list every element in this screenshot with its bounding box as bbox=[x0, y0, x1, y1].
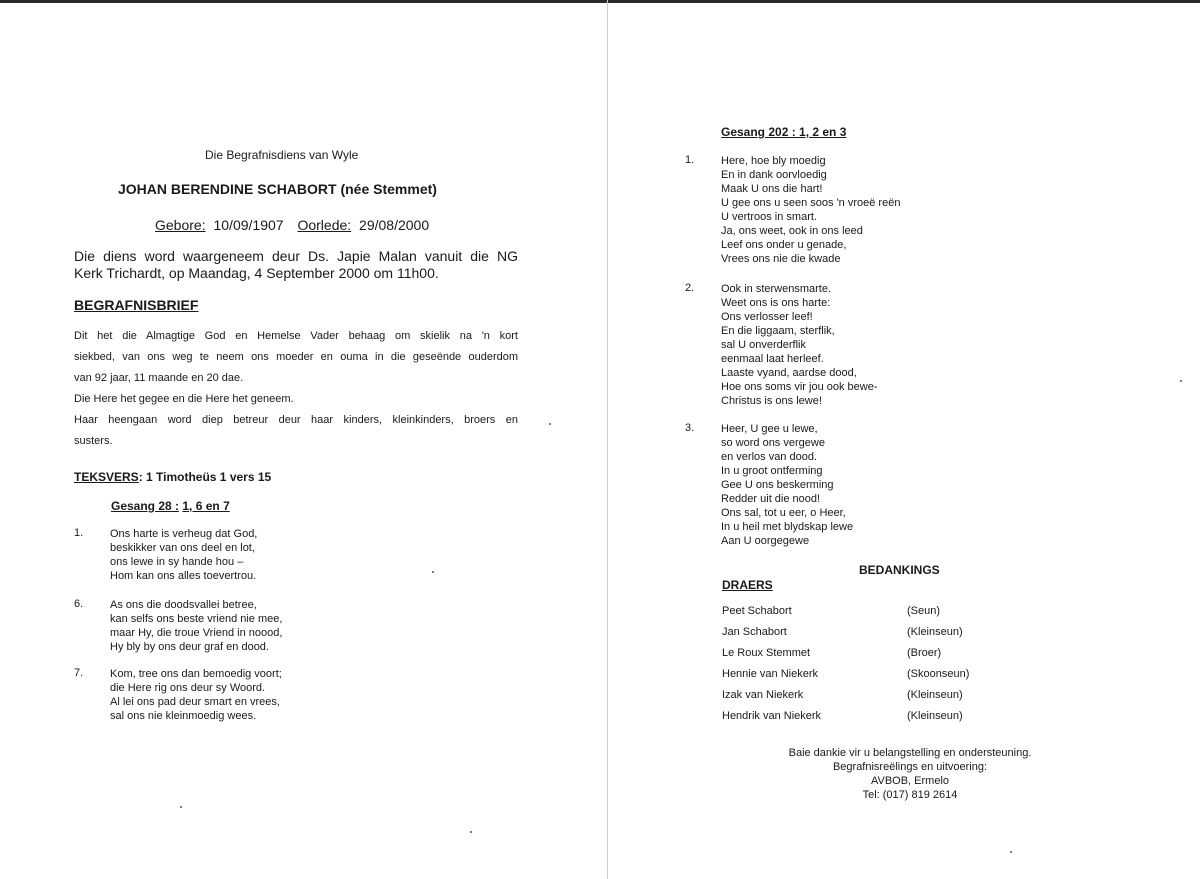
letter-heading: BEGRAFNISBRIEF bbox=[74, 297, 199, 313]
bearer-row bbox=[722, 710, 1022, 731]
bearer-name: Izak van Niekerk bbox=[722, 689, 804, 701]
verse-number: 1. bbox=[74, 527, 84, 539]
verse-line: sal ons nie kleinmoedig wees. bbox=[110, 710, 257, 722]
letter-line: Dit het die Almagtige God en Hemelse Vader behaag om skielik na 'n kort bbox=[74, 330, 518, 342]
bearer-relation: (Skoonseun) bbox=[907, 668, 970, 680]
verse-line: Christus is ons lewe! bbox=[721, 395, 822, 407]
bearer-relation: (Seun) bbox=[907, 605, 941, 617]
letter-line: susters. bbox=[74, 435, 113, 447]
text-verse bbox=[74, 470, 271, 484]
bearer-relation: (Broer) bbox=[907, 647, 942, 659]
bearer-relation: (Kleinseun) bbox=[907, 689, 963, 701]
text-verse-label: TEKSVERS bbox=[74, 470, 139, 484]
verse-line: ons lewe in sy hande hou – bbox=[110, 556, 244, 568]
verse-line: Weet ons is ons harte: bbox=[721, 297, 831, 309]
verse-line: As ons die doodsvallei betree, bbox=[110, 599, 257, 611]
service-line: Die diens word waargeneem deur Ds. Japie Malan vanuit die NG bbox=[74, 248, 518, 264]
service-details bbox=[74, 248, 518, 282]
letter-line: Die Here het gegee en die Here het geneem. bbox=[74, 393, 294, 405]
verse-line: Hy bly by ons deur graf en dood. bbox=[110, 641, 269, 653]
verse-line: sal U onverderflik bbox=[721, 339, 806, 351]
bearer-name: Hendrik van Niekerk bbox=[722, 710, 822, 722]
verse-line: Ons harte is verheug dat God, bbox=[110, 528, 258, 540]
verse-line: En in dank oorvloedig bbox=[721, 169, 827, 181]
hymn-heading bbox=[111, 499, 230, 513]
verse-line: Leef ons onder u genade, bbox=[721, 239, 847, 251]
verse-line: beskikker van ons deel en lot, bbox=[110, 542, 255, 554]
verse-number: 2. bbox=[685, 282, 695, 294]
letter-line: van 92 jaar, 11 maande en 20 dae. bbox=[74, 372, 244, 384]
hymn-verse bbox=[721, 154, 900, 266]
verse-line: Aan U oorgegewe bbox=[721, 535, 810, 547]
verse-line: Here, hoe bly moedig bbox=[721, 155, 826, 167]
died-label: Oorlede: bbox=[297, 217, 352, 233]
verse-line: so word ons vergewe bbox=[721, 437, 825, 449]
verse-line: Al lei ons pad deur smart en vrees, bbox=[110, 696, 280, 708]
bearer-row bbox=[722, 626, 1022, 647]
funeral-letter bbox=[74, 326, 518, 452]
closing-line: Baie dankie vir u belangstelling en ondersteuning. bbox=[788, 747, 1032, 759]
verse-number: 3. bbox=[685, 422, 695, 434]
verse-number: 1. bbox=[685, 154, 695, 166]
hymn-verse bbox=[110, 598, 282, 654]
verse-line: Ja, ons weet, ook in ons leed bbox=[721, 225, 863, 237]
verse-line: Heer, U gee u lewe, bbox=[721, 423, 818, 435]
verse-line: In u groot ontferming bbox=[721, 465, 823, 477]
bearer-name: Peet Schabort bbox=[722, 605, 792, 617]
right-page bbox=[600, 0, 1200, 879]
scan-speck bbox=[549, 423, 551, 425]
verse-line: Maak U ons die hart! bbox=[721, 183, 823, 195]
verse-line: En die liggaam, sterflik, bbox=[721, 325, 835, 337]
hymn-verse bbox=[721, 422, 853, 548]
hymn-verse bbox=[721, 282, 878, 408]
verse-line: Ook in sterwensmarte. bbox=[721, 283, 832, 295]
verse-line: en verlos van dood. bbox=[721, 451, 818, 463]
hymn-verse bbox=[110, 667, 282, 723]
text-verse-ref: : 1 Timotheüs 1 vers 15 bbox=[138, 470, 272, 484]
service-line: Kerk Trichardt, op Maandag, 4 September 2000 om 11h00. bbox=[74, 265, 439, 281]
bearer-relation: (Kleinseun) bbox=[907, 710, 963, 722]
bearer-row bbox=[722, 668, 1022, 689]
bearer-name: Le Roux Stemmet bbox=[722, 647, 811, 659]
verse-line: U gee ons u seen soos 'n vroeë reën bbox=[721, 197, 901, 209]
scan-speck bbox=[432, 571, 434, 573]
hymn-verse bbox=[110, 527, 257, 583]
verse-line: Vrees ons nie die kwade bbox=[721, 253, 841, 265]
verse-line: die Here rig ons deur sy Woord. bbox=[110, 682, 266, 694]
verse-line: kan selfs ons beste vriend nie mee, bbox=[110, 613, 283, 625]
closing-line: Tel: (017) 819 2614 bbox=[862, 789, 958, 801]
verse-line: Laaste vyand, aardse dood, bbox=[721, 367, 857, 379]
bearer-name: Jan Schabort bbox=[722, 626, 787, 638]
bearers-heading: DRAERS bbox=[722, 578, 773, 592]
service-intro: Die Begrafnisdiens van Wyle bbox=[205, 148, 359, 162]
closing-line: Begrafnisreëlings en uitvoering: bbox=[832, 761, 988, 773]
verse-line: U vertroos in smart. bbox=[721, 211, 817, 223]
died-date: 29/08/2000 bbox=[359, 217, 430, 233]
hymn-title: Gesang 202 : 1, 2 en 3 bbox=[721, 125, 847, 139]
verse-number: 7. bbox=[74, 667, 84, 679]
verse-line: eenmaal laat herleef. bbox=[721, 353, 824, 365]
thanks-heading: BEDANKINGS bbox=[859, 563, 940, 577]
verse-line: Gee U ons beskerming bbox=[721, 479, 834, 491]
verse-line: In u heil met blydskap lewe bbox=[721, 521, 854, 533]
verse-line: maar Hy, die troue Vriend in noood, bbox=[110, 627, 283, 639]
verse-line: Ons sal, tot u eer, o Heer, bbox=[721, 507, 846, 519]
verse-line: Hom kan ons alles toevertrou. bbox=[110, 570, 257, 582]
scan-speck bbox=[180, 806, 182, 808]
bearer-relation: (Kleinseun) bbox=[907, 626, 963, 638]
verse-line: Ons verlosser leef! bbox=[721, 311, 813, 323]
bearer-row bbox=[722, 605, 1022, 626]
verse-line: Redder uit die nood! bbox=[721, 493, 821, 505]
verse-line: Hoe ons soms vir jou ook bewe- bbox=[721, 381, 878, 393]
bearers-list bbox=[722, 605, 1022, 731]
letter-line: Haar heengaan word diep betreur deur haar kinders, kleinkinders, broers en bbox=[74, 414, 518, 426]
scan-speck bbox=[1010, 851, 1012, 853]
born-label: Gebore: bbox=[155, 217, 206, 233]
bearer-row bbox=[722, 647, 1022, 668]
born-date: 10/09/1907 bbox=[213, 217, 284, 233]
verse-line: Kom, tree ons dan bemoedig voort; bbox=[110, 668, 282, 680]
bearer-name: Hennie van Niekerk bbox=[722, 668, 818, 680]
scan-speck bbox=[470, 831, 472, 833]
closing-note bbox=[750, 746, 1070, 802]
verse-number: 6. bbox=[74, 598, 84, 610]
closing-line: AVBOB, Ermelo bbox=[870, 775, 950, 787]
dates-line bbox=[155, 217, 429, 233]
hymn-verses: 1, 6 en 7 bbox=[182, 499, 230, 513]
hymn-label: Gesang 28 : bbox=[111, 499, 180, 513]
scan-speck bbox=[1180, 380, 1182, 382]
bearer-row bbox=[722, 689, 1022, 710]
deceased-name: JOHAN BERENDINE SCHABORT (née Stemmet) bbox=[118, 181, 437, 197]
letter-line: siekbed, van ons weg te neem ons moeder en ouma in die geseënde ouderdom bbox=[74, 351, 518, 363]
